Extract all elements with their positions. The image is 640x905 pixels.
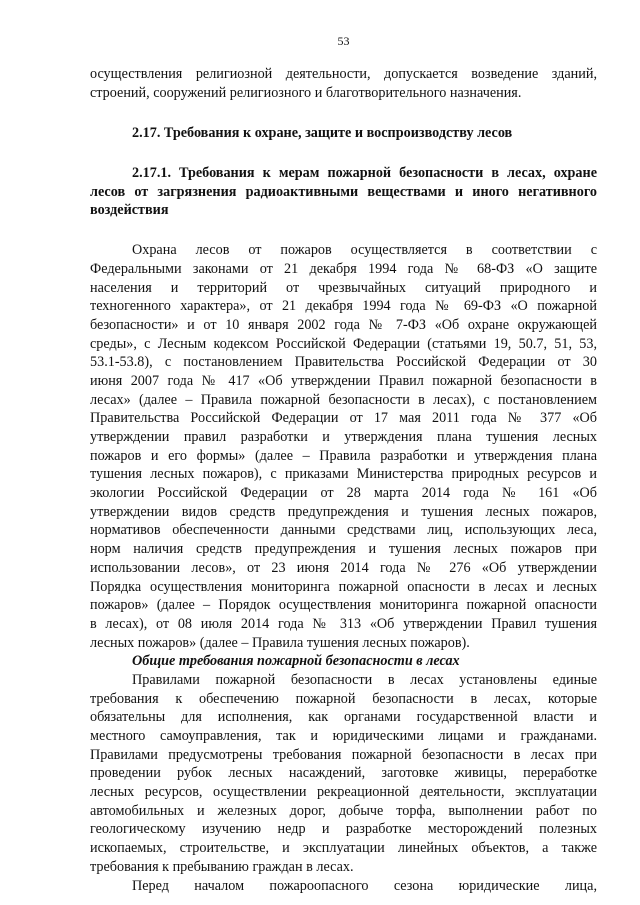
paragraph-before-fire-season bbox=[90, 877, 597, 896]
section-heading-2-17 bbox=[90, 124, 597, 143]
subheading-text: Общие требования пожарной безопасности в лесах bbox=[132, 653, 460, 670]
text-line: среды», с Лесным кодексом Российской Федерации (статьями 19, 50.7, 51, 53, bbox=[90, 335, 597, 352]
text-line: строений, сооружений религиозного и благотворительного назначения. bbox=[90, 84, 522, 101]
text-line: пожаров и его формы» (далее – Правила разработки и утверждения плана bbox=[90, 447, 597, 464]
text-line: безопасности» и от 10 января 2002 года № 7-ФЗ «Об охране окружающей bbox=[90, 316, 597, 333]
document-page bbox=[90, 0, 597, 905]
text-line: Правилами предусмотрены требования пожарной безопасности в лесах при bbox=[90, 746, 597, 763]
section-heading-2-17-1 bbox=[90, 164, 597, 220]
text-line: требования к обеспечению пожарной безопасности в лесах, которые bbox=[90, 690, 597, 707]
heading-line: воздействия bbox=[90, 202, 169, 219]
heading-line: лесов от загрязнения радиоактивными веществами и иного негативного bbox=[90, 183, 597, 200]
text-line: автомобильных и железных дорог, добыче торфа, выполнении работ по bbox=[90, 802, 597, 819]
text-line: Порядка осуществления мониторинга пожарной опасности в лесах и лесных bbox=[90, 578, 597, 595]
text-line: Правилами пожарной безопасности в лесах установлены единые bbox=[132, 671, 597, 688]
text-line: ископаемых, строительстве, и эксплуатации линейных объектов, а также bbox=[90, 840, 597, 857]
text-line: лесных ресурсов, осуществлении рекреационной деятельности, эксплуатации bbox=[90, 784, 597, 801]
text-line: требования к пребыванию граждан в лесах. bbox=[90, 858, 354, 875]
text-line: лесных пожаров» (далее – Правила тушения лесных пожаров). bbox=[90, 634, 470, 651]
paragraph-general-requirements bbox=[90, 671, 597, 877]
text-line: экологии Российской Федерации от 28 марта 2014 года № 161 «Об bbox=[90, 485, 597, 502]
paragraph-forest-fire-protection bbox=[90, 241, 597, 652]
text-line: Перед началом пожароопасного сезона юридические лица, bbox=[132, 877, 597, 894]
text-line: тушения лесных пожаров), с приказами Министерства природных ресурсов и bbox=[90, 466, 597, 483]
text-line: нормативов обеспеченности данными средствами лиц, использующих леса, bbox=[90, 522, 597, 539]
text-line: Федеральными законами от 21 декабря 1994 года № 68-ФЗ «О защите bbox=[90, 260, 597, 277]
intro-paragraph bbox=[90, 65, 597, 102]
text-line: пожаров» (далее – Порядок осуществления мониторинга пожарной опасности bbox=[90, 597, 597, 614]
page-number: 53 bbox=[337, 34, 350, 48]
text-line: техногенного характера», от 21 декабря 1994 года № 69-ФЗ «О пожарной bbox=[90, 298, 597, 315]
text-line: утверждении правил разработки и утверждения плана тушения лесных bbox=[90, 429, 597, 445]
text-line: населения и территорий от чрезвычайных ситуаций природного и bbox=[90, 279, 597, 296]
text-line: в лесах), от 08 июля 2014 года № 313 «Об утверждении Правил тушения bbox=[90, 615, 597, 632]
text-line: осуществления религиозной деятельности, допускается возведение зданий, bbox=[90, 66, 597, 82]
text-line: 53.1-53.8), с постановлением Правительства Российской Федерации от 30 bbox=[90, 354, 597, 371]
heading-text: 2.17. Требования к охране, защите и воспроизводству лесов bbox=[132, 125, 513, 142]
subsection-heading bbox=[90, 652, 597, 671]
text-line: утверждении видов средств предупреждения и тушения лесных пожаров, bbox=[90, 503, 597, 520]
text-line: проведении рубок лесных насаждений, заготовке живицы, переработке bbox=[90, 765, 597, 782]
text-line: использовании лесов», от 23 июня 2014 года № 276 «Об утверждении bbox=[90, 559, 597, 576]
text-line: местного самоуправления, так и юридическими лицами и гражданами. bbox=[90, 728, 597, 744]
text-line: норм наличия средств предупреждения и тушения лесных пожаров при bbox=[90, 541, 597, 558]
text-line: геологическому изучению недр и разработке месторождений полезных bbox=[90, 821, 597, 838]
heading-line: 2.17.1. Требования к мерам пожарной безопасности в лесах, охране bbox=[132, 165, 597, 182]
text-line: лесах» (далее – Правила пожарной безопасности в лесах), с постановлением bbox=[90, 391, 597, 408]
text-line: июня 2007 года № 417 «Об утверждении Правил пожарной безопасности в bbox=[90, 372, 597, 389]
document-body bbox=[90, 65, 597, 895]
text-line: Охрана лесов от пожаров осуществляется в соответствии с bbox=[132, 242, 597, 259]
text-line: Правительства Российской Федерации от 17 мая 2011 года № 377 «Об bbox=[90, 410, 597, 427]
text-line: обязательны для исполнения, как органами государственной власти и bbox=[90, 709, 597, 726]
